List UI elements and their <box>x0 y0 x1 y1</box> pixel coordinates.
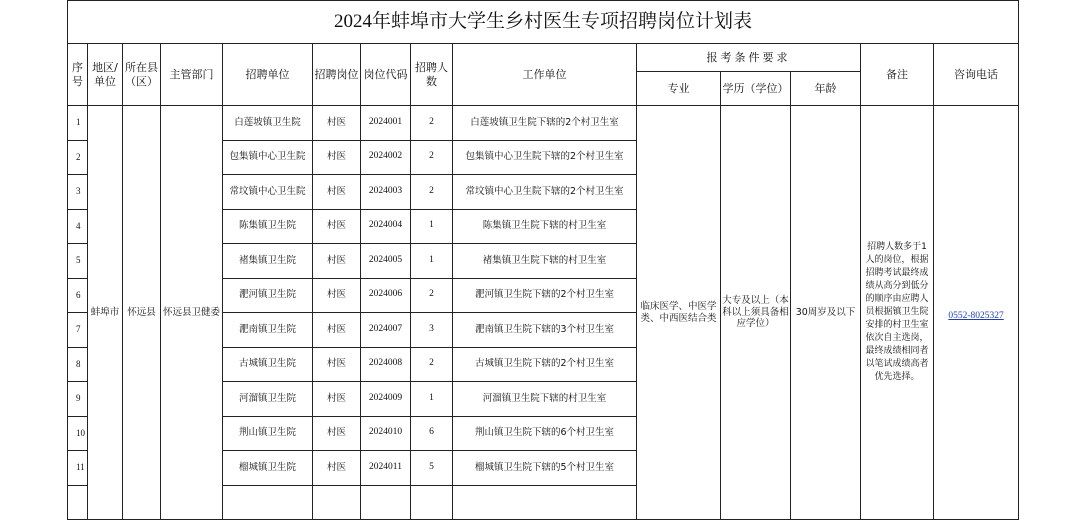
row-position: 村医 <box>313 382 361 417</box>
row-position: 村医 <box>313 416 361 451</box>
county-cell: 怀远县 <box>123 106 161 520</box>
row-count: 2 <box>411 140 453 175</box>
row-code: 2024008 <box>361 347 411 382</box>
row-code: 2024005 <box>361 244 411 279</box>
row-unit: 常坟镇中心卫生院 <box>223 175 313 210</box>
row-count <box>411 485 453 520</box>
row-position: 村医 <box>313 347 361 382</box>
header-region: 地区/单位 <box>88 44 123 106</box>
row-position: 村医 <box>313 313 361 348</box>
row-seq: 1 <box>68 106 88 141</box>
header-county: 所在县（区） <box>123 44 161 106</box>
row-workplace: 常坟镇中心卫生院下辖的2个村卫生室 <box>453 175 637 210</box>
age-cell: 30周岁及以下 <box>791 106 861 520</box>
row-unit: 河溜镇卫生院 <box>223 382 313 417</box>
row-count: 5 <box>411 451 453 486</box>
row-code: 2024002 <box>361 140 411 175</box>
recruitment-table <box>67 0 1019 520</box>
row-position: 村医 <box>313 106 361 141</box>
row-seq: 5 <box>68 244 88 279</box>
region-cell: 蚌埠市 <box>88 106 123 520</box>
row-seq: 11 <box>68 451 88 486</box>
row-unit: 古城镇卫生院 <box>223 347 313 382</box>
row-seq: 8 <box>68 347 88 382</box>
row-unit: 淝南镇卫生院 <box>223 313 313 348</box>
header-education: 学历（学位） <box>721 72 791 106</box>
row-count: 1 <box>411 244 453 279</box>
row-seq: 9 <box>68 382 88 417</box>
phone-link[interactable]: 0552-8025327 <box>948 310 1004 321</box>
row-workplace: 古城镇卫生院下辖的2个村卫生室 <box>453 347 637 382</box>
row-workplace: 淝河镇卫生院下辖的2个村卫生室 <box>453 278 637 313</box>
row-seq <box>68 485 88 520</box>
row-count: 2 <box>411 278 453 313</box>
remarks-cell: 招聘人数多于1人的岗位，根据招聘考试最终成绩从高分到低分的顺序由应聘人员根据镇卫生院安排的村卫生室依次自主选岗，最终成绩相同者以笔试成绩高者优先选择。 <box>861 106 934 520</box>
row-count: 1 <box>411 209 453 244</box>
major-cell: 临床医学、中医学类、中西医结合类 <box>637 106 721 520</box>
row-position: 村医 <box>313 451 361 486</box>
row-seq: 7 <box>68 313 88 348</box>
row-position: 村医 <box>313 140 361 175</box>
row-code: 2024009 <box>361 382 411 417</box>
row-workplace: 淝南镇卫生院下辖的3个村卫生室 <box>453 313 637 348</box>
row-unit: 淝河镇卫生院 <box>223 278 313 313</box>
row-workplace: 褚集镇卫生院下辖的村卫生室 <box>453 244 637 279</box>
header-phone: 咨询电话 <box>934 44 1019 106</box>
row-count: 1 <box>411 382 453 417</box>
row-position: 村医 <box>313 209 361 244</box>
header-remarks: 备注 <box>861 44 934 106</box>
row-code: 2024011 <box>361 451 411 486</box>
header-major: 专业 <box>637 72 721 106</box>
row-unit: 陈集镇卫生院 <box>223 209 313 244</box>
row-workplace <box>453 485 637 520</box>
department-cell: 怀远县卫健委 <box>161 106 223 520</box>
row-seq: 3 <box>68 175 88 210</box>
row-position: 村医 <box>313 175 361 210</box>
row-workplace: 包集镇中心卫生院下辖的2个村卫生室 <box>453 140 637 175</box>
row-unit: 包集镇中心卫生院 <box>223 140 313 175</box>
table-row <box>68 106 1019 141</box>
row-workplace: 榴城镇卫生院下辖的5个村卫生室 <box>453 451 637 486</box>
row-code <box>361 485 411 520</box>
row-unit: 荆山镇卫生院 <box>223 416 313 451</box>
row-code: 2024001 <box>361 106 411 141</box>
header-workplace: 工作单位 <box>453 44 637 106</box>
header-unit: 招聘单位 <box>223 44 313 106</box>
header-age: 年龄 <box>791 72 861 106</box>
header-code: 岗位代码 <box>361 44 411 106</box>
row-count: 2 <box>411 106 453 141</box>
page-title: 2024年蚌埠市大学生乡村医生专项招聘岗位计划表 <box>68 1 1019 44</box>
row-position: 村医 <box>313 244 361 279</box>
row-position <box>313 485 361 520</box>
header-position: 招聘岗位 <box>313 44 361 106</box>
header-requirements: 报考条件要求 <box>637 44 861 72</box>
row-workplace: 白莲坡镇卫生院下辖的2个村卫生室 <box>453 106 637 141</box>
row-count: 2 <box>411 175 453 210</box>
row-unit: 白莲坡镇卫生院 <box>223 106 313 141</box>
header-seq: 序号 <box>68 44 88 106</box>
row-code: 2024010 <box>361 416 411 451</box>
row-unit: 褚集镇卫生院 <box>223 244 313 279</box>
row-count: 6 <box>411 416 453 451</box>
row-count: 3 <box>411 313 453 348</box>
row-unit: 榴城镇卫生院 <box>223 451 313 486</box>
row-position: 村医 <box>313 278 361 313</box>
phone-cell <box>934 106 1019 520</box>
row-unit <box>223 485 313 520</box>
row-seq: 2 <box>68 140 88 175</box>
row-workplace: 陈集镇卫生院下辖的村卫生室 <box>453 209 637 244</box>
row-seq: 6 <box>68 278 88 313</box>
header-count: 招聘人数 <box>411 44 453 106</box>
row-code: 2024004 <box>361 209 411 244</box>
row-workplace: 河溜镇卫生院下辖的村卫生室 <box>453 382 637 417</box>
row-code: 2024007 <box>361 313 411 348</box>
row-code: 2024003 <box>361 175 411 210</box>
row-seq: 4 <box>68 209 88 244</box>
header-department: 主管部门 <box>161 44 223 106</box>
row-workplace: 荆山镇卫生院下辖的6个村卫生室 <box>453 416 637 451</box>
row-count: 2 <box>411 347 453 382</box>
row-seq: 10 <box>68 416 88 451</box>
education-cell: 大专及以上（本科以上须具备相应学位） <box>721 106 791 520</box>
row-code: 2024006 <box>361 278 411 313</box>
